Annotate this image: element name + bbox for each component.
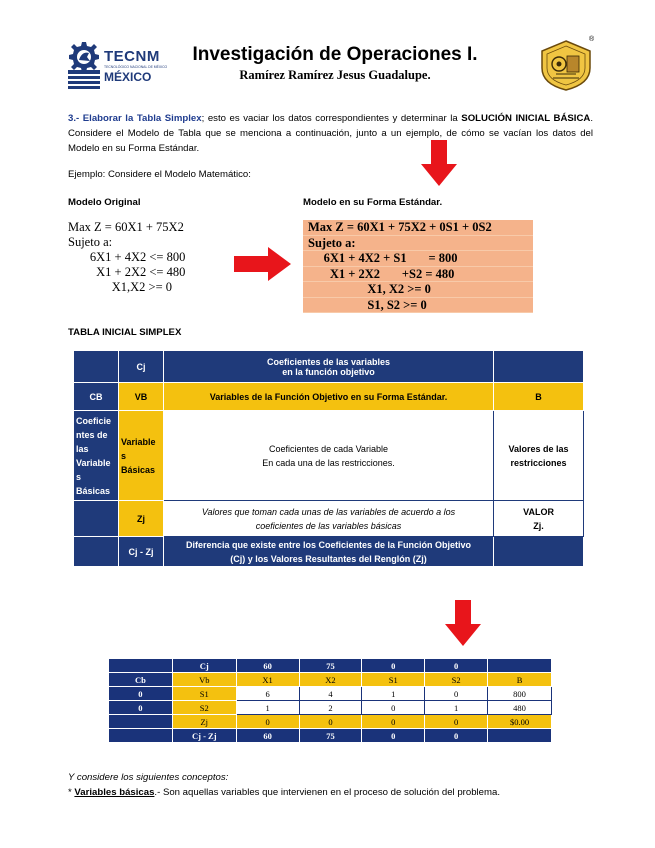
bullet: * <box>68 787 72 798</box>
example-cell: 480 <box>488 701 552 715</box>
institution-seal <box>537 38 595 92</box>
model-standard-line: S1, S2 >= 0 <box>303 298 533 314</box>
document-title: Investigación de Operaciones I. <box>192 44 478 65</box>
concept-cell-valor-zj: VALOR Zj. <box>494 501 584 537</box>
example-cell: 60 <box>236 659 299 673</box>
example-cell: S2 <box>172 701 236 715</box>
concept-cell-coef-cada: Coeficientes de cada Variable En cada una de las restricciones. <box>163 411 493 501</box>
example-cell: 1 <box>236 701 299 715</box>
concept-cell-empty <box>494 537 584 567</box>
document-author: Ramírez Ramírez Jesus Guadalupe. <box>239 68 431 82</box>
example-cell: Zj <box>172 715 236 729</box>
seal-icon <box>537 38 595 92</box>
example-cell: Cj - Zj <box>172 729 236 743</box>
concept-cell-empty <box>74 501 119 537</box>
intro-paragraph <box>68 111 593 156</box>
concept-cell-zj-desc: Valores que toman cada unas de las variables de acuerdo a los coeficientes de las variables básicas <box>163 501 493 537</box>
example-cell: 0 <box>362 729 425 743</box>
example-cell: S1 <box>172 687 236 701</box>
arrow-down-icon <box>443 600 483 648</box>
example-cell: Cb <box>109 673 173 687</box>
example-row-s1 <box>109 687 552 701</box>
example-cell: B <box>488 673 552 687</box>
model-standard-line: 6X1 + 4X2 + S1 = 800 <box>303 251 533 267</box>
concept-cell-cb: CB <box>74 383 119 411</box>
example-cell: 75 <box>299 729 362 743</box>
concept-cell-coef-title: Coeficientes de las variables en la función objetivo <box>163 351 493 383</box>
example-cell: 60 <box>236 729 299 743</box>
simplex-example-table <box>108 658 552 743</box>
example-cell: 2 <box>299 701 362 715</box>
concept-cell-coef-basicas: Coeficie ntes de las Variable s Básicas <box>74 411 119 501</box>
example-row-s2 <box>109 701 552 715</box>
concept-cell-b: B <box>494 383 584 411</box>
concept-cell-zj: Zj <box>118 501 163 537</box>
example-cell: 800 <box>488 687 552 701</box>
model-original-line: X1,X2 >= 0 <box>68 280 173 294</box>
example-cell: 0 <box>425 729 488 743</box>
arrow-down-icon <box>419 140 459 188</box>
concept-cell-empty <box>74 537 119 567</box>
tecnm-logo-subtext: MÉXICO <box>104 70 152 84</box>
example-cell: 0 <box>425 687 488 701</box>
example-cell: Cj <box>172 659 236 673</box>
concept-cell-cj-zj: Cj - Zj <box>118 537 163 567</box>
model-original <box>68 220 248 295</box>
concept-cell-empty <box>74 351 119 383</box>
example-cell: 0 <box>109 701 173 715</box>
example-cell: 0 <box>236 715 299 729</box>
concept-cell-var-basicas: Variable s Básicas <box>118 411 163 501</box>
definition-term: Variables básicas <box>74 787 155 798</box>
example-cell: 0 <box>109 687 173 701</box>
example-cell: 75 <box>299 659 362 673</box>
model-original-line: Sujeto a: <box>68 235 113 249</box>
model-original-line: 6X1 + 4X2 <= 800 <box>68 250 186 264</box>
concept-cell-vars-std: Variables de la Función Objetivo en su Forma Estándar. <box>163 383 493 411</box>
model-standard-line: Max Z = 60X1 + 75X2 + 0S1 + 0S2 <box>303 220 533 236</box>
example-cell: 0 <box>425 715 488 729</box>
model-standard <box>303 220 533 313</box>
tecnm-logo <box>64 40 168 90</box>
example-row-cj <box>109 659 552 673</box>
concept-cell-empty <box>494 351 584 383</box>
step-number: 3.- <box>68 113 80 124</box>
concept-cell-vb: VB <box>118 383 163 411</box>
example-cell: 6 <box>236 687 299 701</box>
model-original-heading: Modelo Original <box>68 197 141 208</box>
intro-text-1: ; esto es vaciar los datos correspondientes y determinar la <box>201 113 462 124</box>
definition-text: .- Son aquellas variables que intervienen en el proceso de solución del problema. <box>154 787 501 798</box>
model-standard-line: X1 + 2X2 +S2 = 480 <box>303 267 533 283</box>
example-cell: X2 <box>299 673 362 687</box>
model-standard-line: X1, X2 >= 0 <box>303 282 533 298</box>
example-row-header <box>109 673 552 687</box>
example-cell: X1 <box>236 673 299 687</box>
tabla-heading: TABLA INICIAL SIMPLEX <box>68 327 182 338</box>
example-cell: 0 <box>362 701 425 715</box>
example-cell: 0 <box>299 715 362 729</box>
concept-cell-diff: Diferencia que existe entre los Coeficientes de la Función Objetivo (Cj) y los Valores Resultantes del Renglón (Zj) <box>163 537 493 567</box>
example-row-zj <box>109 715 552 729</box>
intro-text-2: . Considere el Modelo de Tabla que se menciona a continuación, junto a un ejemplo, de cómo se vacían los datos del Modelo en su Forma Estándar. <box>68 113 593 154</box>
example-cell: S1 <box>362 673 425 687</box>
example-cell: 0 <box>362 715 425 729</box>
arrow-right-icon <box>234 247 292 281</box>
model-original-line: Max Z = 60X1 + 75X2 <box>68 220 184 234</box>
example-cell: 4 <box>299 687 362 701</box>
concept-cell-valores-restr: Valores de las restricciones <box>494 411 584 501</box>
model-original-line: X1 + 2X2 <= 480 <box>68 265 186 279</box>
example-cell: 0 <box>362 659 425 673</box>
model-standard-heading: Modelo en su Forma Estándar. <box>303 197 443 208</box>
intro-bold-term: SOLUCIÓN INICIAL BÁSICA <box>461 113 591 124</box>
concept-cell-cj: Cj <box>118 351 163 383</box>
example-cell: S2 <box>425 673 488 687</box>
simplex-concept-table <box>73 350 584 567</box>
page-header <box>0 0 655 100</box>
model-standard-line: Sujeto a: <box>303 236 533 252</box>
example-cell: 1 <box>425 701 488 715</box>
example-cell: 1 <box>362 687 425 701</box>
step-lead: Elaborar la Tabla Simplex <box>82 113 202 124</box>
tecnm-logo-tagline: TECNOLÓGICO NACIONAL DE MÉXICO <box>104 65 168 69</box>
example-cell: 0 <box>425 659 488 673</box>
registered-mark: ® <box>589 36 595 43</box>
definition-basic-variables <box>68 787 593 798</box>
example-cell: $0.00 <box>488 715 552 729</box>
example-row-cj-zj <box>109 729 552 743</box>
ejemplo-label: Ejemplo: Considere el Modelo Matemático: <box>68 169 251 180</box>
tecnm-logo-text: TECNM <box>104 48 160 65</box>
example-cell: Vb <box>172 673 236 687</box>
consider-label: Y considere los siguientes conceptos: <box>68 772 229 783</box>
